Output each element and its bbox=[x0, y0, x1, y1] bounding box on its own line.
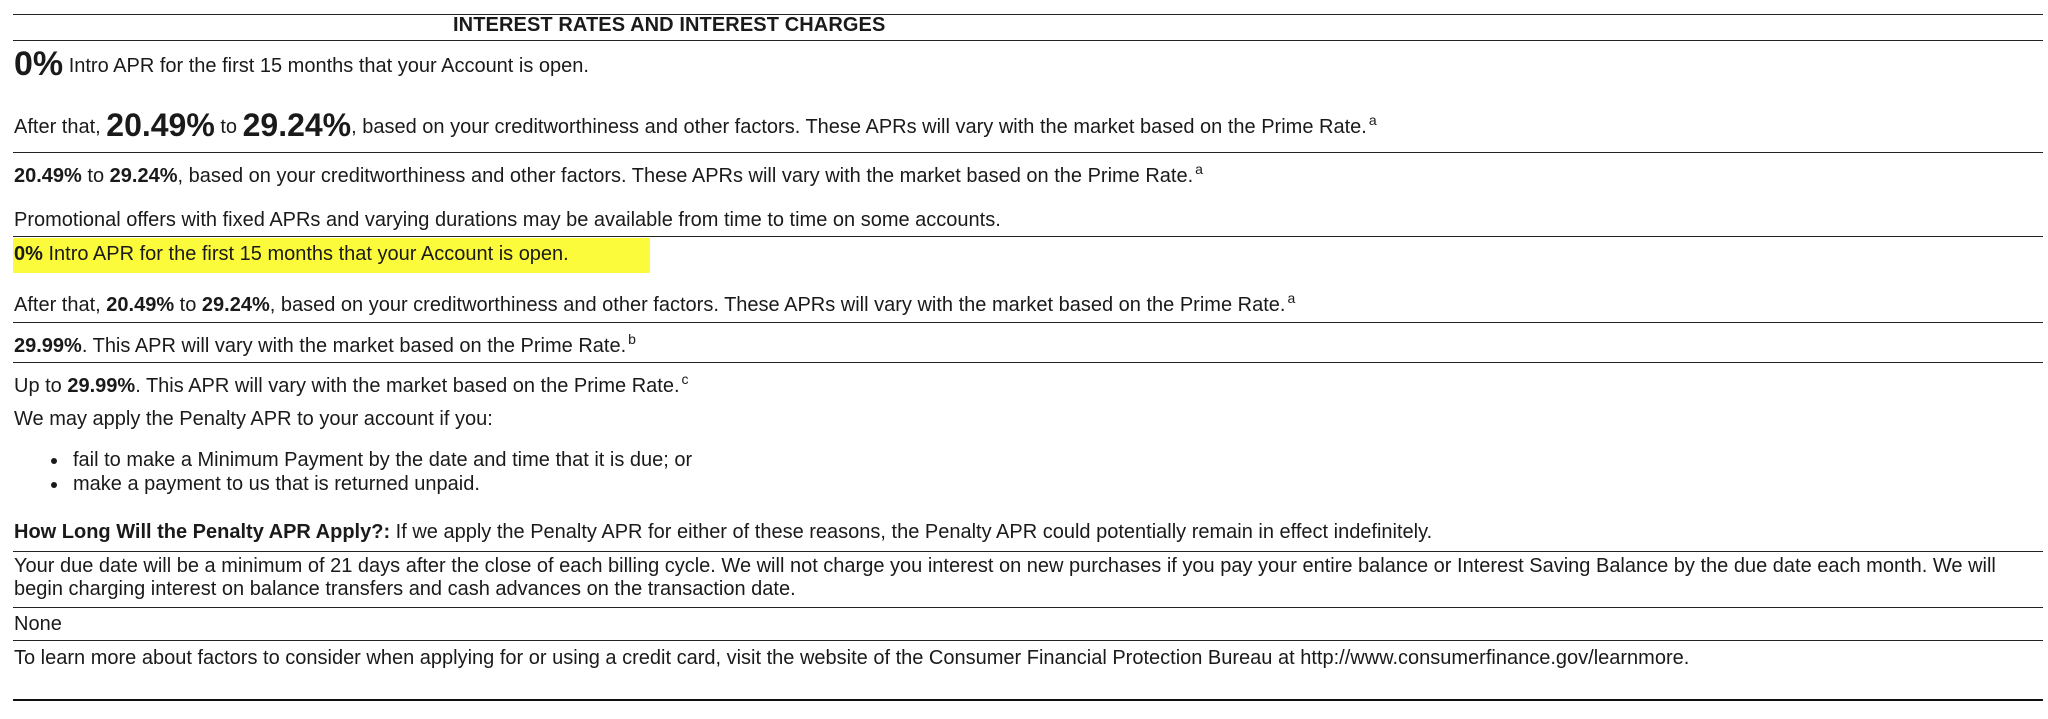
rule-under-title bbox=[13, 40, 2043, 41]
highlighted-intro-text: Intro APR for the first 15 months that your Account is open. bbox=[42, 243, 569, 265]
condition-text: fail to make a Minimum Payment by the date and time that it is due; or bbox=[73, 449, 693, 471]
bt-rate-low: 20.49% bbox=[14, 165, 82, 187]
rule-3 bbox=[13, 322, 2043, 323]
penalty-apply-intro: We may apply the Penalty APR to your account if you: bbox=[14, 408, 493, 430]
footnote-a: a bbox=[1368, 112, 1377, 128]
bullet-icon bbox=[51, 482, 57, 488]
after-intro-to: to bbox=[214, 116, 243, 138]
rule-bottom bbox=[13, 699, 2043, 701]
rule-top bbox=[13, 14, 2043, 15]
penalty-prefix: Up to bbox=[14, 375, 68, 397]
promotional-note: Promotional offers with fixed APRs and varying durations may be available from time to time on some accounts. bbox=[14, 209, 1001, 231]
after-intro-2-to: to bbox=[174, 294, 202, 316]
cash-advance-rate: 29.99% bbox=[14, 335, 82, 357]
after-intro-2-text: , based on your creditworthiness and other factors. These APRs will vary with the market based on the Prime Rate. bbox=[269, 294, 1286, 316]
after-intro-2-prefix: After that, bbox=[14, 294, 107, 316]
penalty-conditions-list bbox=[42, 448, 692, 496]
bt-to: to bbox=[81, 165, 110, 187]
penalty-rate: 29.99% bbox=[67, 375, 136, 397]
after-intro-2-rate-high: 29.24% bbox=[201, 294, 270, 316]
balance-transfer-apr bbox=[14, 161, 1203, 188]
footnote-a: a bbox=[1195, 161, 1203, 177]
how-long-text: If we apply the Penalty APR for either of these reasons, the Penalty APR could potentially remain in effect indefinitely. bbox=[390, 521, 1433, 543]
rule-1 bbox=[13, 152, 2043, 153]
bullet-icon bbox=[51, 458, 57, 464]
rule-7 bbox=[13, 640, 2043, 641]
after-intro-text: , based on your creditworthiness and other factors. These APRs will vary with the market based on the Prime Rate. bbox=[351, 116, 1367, 138]
intro-apr-rate: 0% bbox=[14, 45, 64, 83]
cfpb-note: To learn more about factors to consider when applying for or using a credit card, visit the website of the Consumer Financial Protection Bureau at http://www.consumerfinance.gov/learnmore. bbox=[14, 647, 1690, 669]
cash-advance-apr bbox=[14, 331, 636, 358]
bt-rate-high: 29.24% bbox=[109, 165, 178, 187]
after-intro-prefix: After that, bbox=[14, 116, 107, 138]
after-intro-rate-high: 29.24% bbox=[242, 107, 352, 143]
cash-advance-text: . This APR will vary with the market based on the Prime Rate. bbox=[81, 335, 627, 357]
after-intro-apr-2 bbox=[14, 290, 1296, 317]
footnote-b: b bbox=[628, 331, 636, 347]
purchase-intro-apr bbox=[14, 45, 589, 83]
minimum-interest: None bbox=[14, 613, 62, 635]
purchase-after-intro-apr bbox=[14, 107, 1377, 143]
list-item bbox=[42, 472, 692, 496]
rule-6 bbox=[13, 607, 2043, 608]
rule-2 bbox=[13, 236, 2043, 237]
rule-4 bbox=[13, 362, 2043, 363]
how-long-label: How Long Will the Penalty APR Apply?: bbox=[14, 521, 391, 543]
grace-period-text: Your due date will be a minimum of 21 days after the close of each billing cycle. We will not charge you interest on new purchases if you pay your entire balance or Interest Saving Balance by the due date each month. We will begin charging interest on balance transfers and cash advances on the transaction date. bbox=[14, 555, 1996, 600]
bt-text: , based on your creditworthiness and other factors. These APRs will vary with the market based on the Prime Rate. bbox=[177, 165, 1194, 187]
section-title: INTEREST RATES AND INTEREST CHARGES bbox=[453, 14, 886, 36]
intro-apr-text: Intro APR for the first 15 months that your Account is open. bbox=[63, 55, 589, 77]
penalty-apr bbox=[14, 371, 689, 398]
highlighted-intro-apr bbox=[14, 242, 569, 266]
footnote-a: a bbox=[1287, 290, 1296, 306]
penalty-how-long bbox=[14, 520, 1432, 544]
penalty-text: . This APR will vary with the market based on the Prime Rate. bbox=[135, 375, 680, 397]
after-intro-2-rate-low: 20.49% bbox=[106, 294, 175, 316]
rule-5 bbox=[13, 551, 2043, 552]
condition-text: make a payment to us that is returned unpaid. bbox=[73, 473, 480, 495]
highlighted-intro-rate: 0% bbox=[14, 243, 43, 265]
footnote-c: c bbox=[681, 371, 689, 387]
after-intro-rate-low: 20.49% bbox=[106, 107, 215, 143]
list-item bbox=[42, 448, 692, 472]
